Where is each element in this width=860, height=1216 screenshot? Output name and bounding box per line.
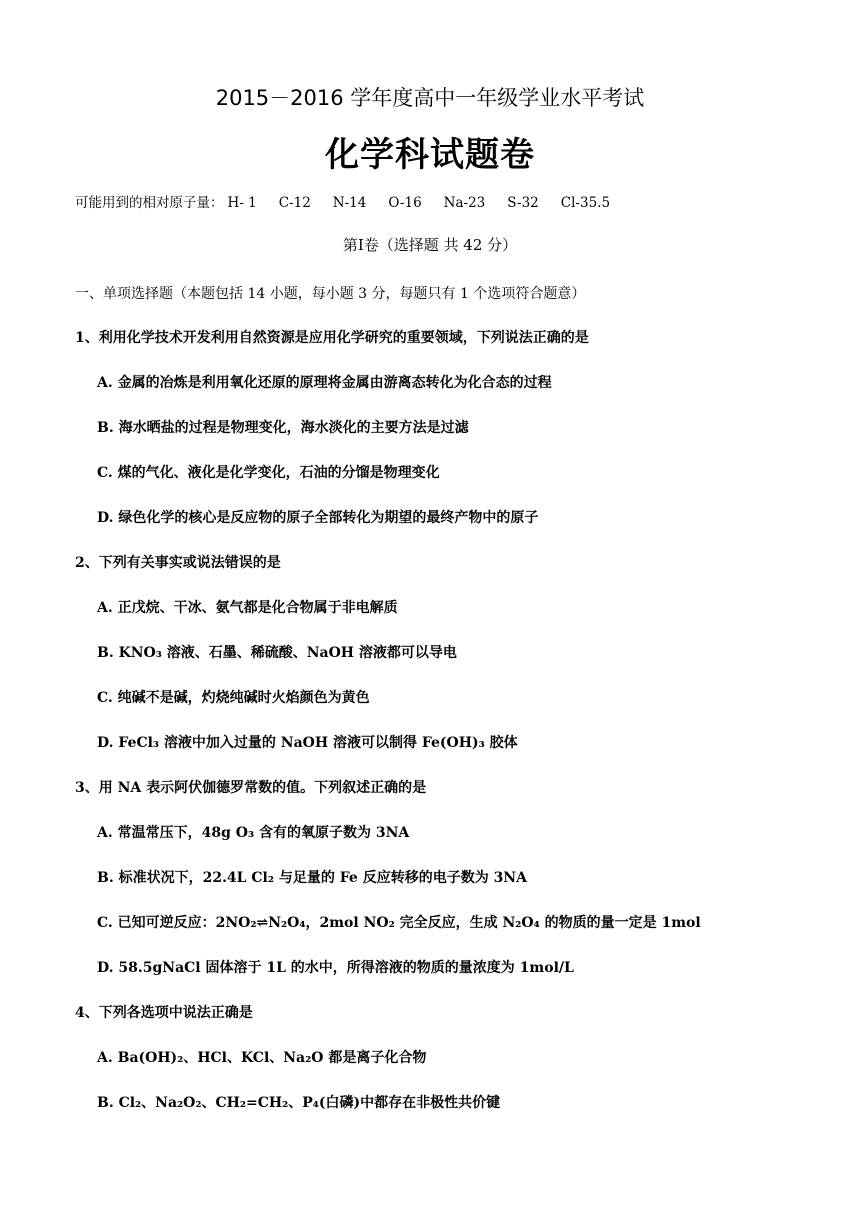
atomic-mass-o: O-16 bbox=[388, 195, 422, 211]
atomic-mass-na: Na-23 bbox=[443, 195, 486, 211]
question-1-option-a: A. 金属的冶炼是利用氧化还原的原理将金属由游离态转化为化合态的过程 bbox=[97, 375, 552, 391]
atomic-mass-n: N-14 bbox=[332, 195, 367, 211]
question-2-option-d: D. FeCl₃ 溶液中加入过量的 NaOH 溶液可以制得 Fe(OH)₃ 胶体 bbox=[97, 735, 518, 751]
atomic-mass-cl: Cl-35.5 bbox=[560, 195, 611, 211]
question-1-option-d: D. 绿色化学的核心是反应物的原子全部转化为期望的最终产物中的原子 bbox=[97, 510, 539, 526]
atomic-masses-label: 可能用到的相对原子量： bbox=[75, 195, 224, 211]
exam-title: 化学科试题卷 bbox=[325, 135, 535, 175]
atomic-mass-s: S-32 bbox=[507, 195, 539, 211]
section-heading: 第Ⅰ卷（选择题 共 42 分） bbox=[342, 236, 518, 254]
atomic-mass-c: C-12 bbox=[278, 195, 311, 211]
question-3-option-c: C. 已知可逆反应：2NO₂⇌N₂O₄，2mol NO₂ 完全反应，生成 N₂O₄ 的物质的量一定是 1mol bbox=[97, 915, 701, 931]
question-1-option-c: C. 煤的气化、液化是化学变化，石油的分馏是物理变化 bbox=[97, 465, 440, 481]
question-3-option-b: B. 标准状况下，22.4L Cl₂ 与足量的 Fe 反应转移的电子数为 3NA bbox=[97, 870, 527, 886]
question-2-option-a: A. 正戊烷、干冰、氨气都是化合物属于非电解质 bbox=[97, 600, 398, 616]
question-2-stem: 2、下列有关事实或说法错误的是 bbox=[75, 555, 281, 571]
question-3-option-d: D. 58.5gNaCl 固体溶于 1L 的水中，所得溶液的物质的量浓度为 1mol/L bbox=[97, 960, 574, 976]
question-4-option-a: A. Ba(OH)₂、HCl、KCl、Na₂O 都是离子化合物 bbox=[97, 1050, 427, 1066]
question-1-stem: 1、利用化学技术开发利用自然资源是应用化学研究的重要领域，下列说法正确的是 bbox=[75, 330, 589, 346]
question-3-stem: 3、用 NA 表示阿伏伽德罗常数的值。下列叙述正确的是 bbox=[75, 780, 427, 796]
question-2-option-c: C. 纯碱不是碱，灼烧纯碱时火焰颜色为黄色 bbox=[97, 690, 370, 706]
atomic-masses-line bbox=[75, 197, 632, 211]
question-3-option-a: A. 常温常压下，48g O₃ 含有的氧原子数为 3NA bbox=[97, 825, 410, 841]
exam-year-heading: 2015－2016 学年度高中一年级学业水平考试 bbox=[215, 86, 645, 110]
question-2-option-b: B. KNO₃ 溶液、石墨、稀硫酸、NaOH 溶液都可以导电 bbox=[97, 645, 457, 661]
question-1-option-b: B. 海水晒盐的过程是物理变化，海水淡化的主要方法是过滤 bbox=[97, 420, 469, 436]
part-heading: 一、单项选择题（本题包括 14 小题，每小题 3 分，每题只有 1 个选项符合题意） bbox=[75, 286, 586, 302]
question-4-option-b: B. Cl₂、Na₂O₂、CH₂=CH₂、P₄(白磷)中都存在非极性共价键 bbox=[97, 1095, 501, 1111]
atomic-mass-h: H- 1 bbox=[227, 195, 257, 211]
question-4-stem: 4、下列各选项中说法正确是 bbox=[75, 1005, 253, 1021]
